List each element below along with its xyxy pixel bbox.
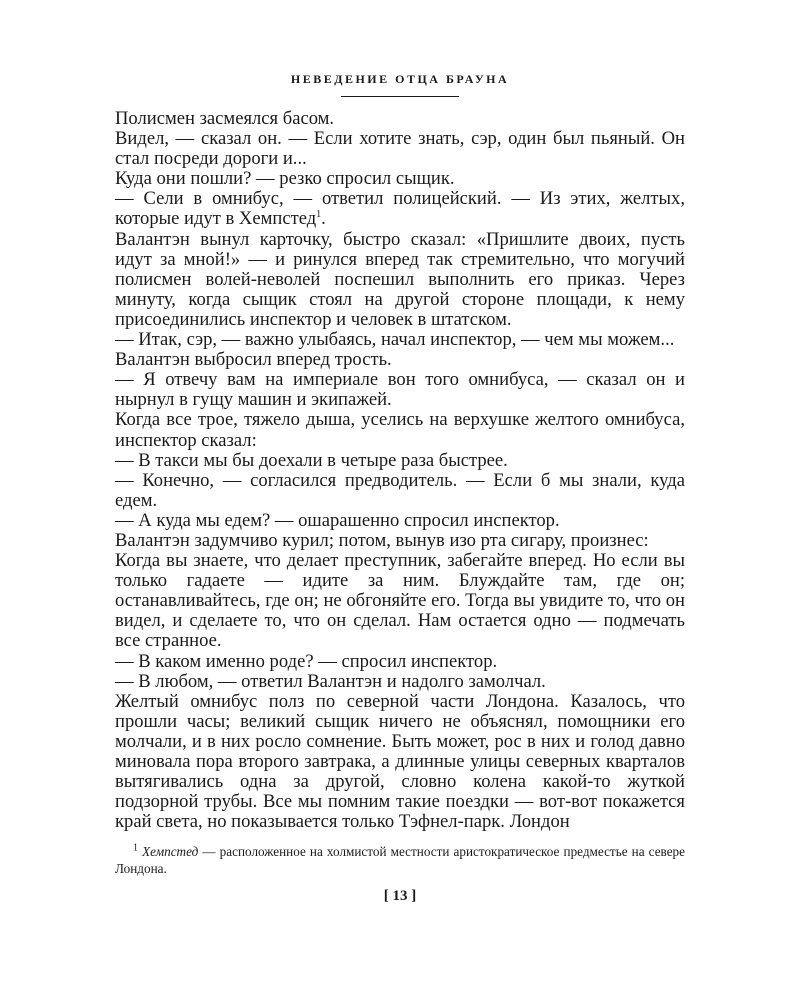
paragraph: — Итак, сэр, — важно улыбаясь, начал инспектор, — чем мы можем... bbox=[115, 329, 675, 351]
paragraph: — А куда мы едем? — ошарашенно спросил инспектор. bbox=[115, 509, 560, 531]
body-text bbox=[115, 109, 685, 832]
footnote-definition: — расположенное на холмистой местности аристократическое предместье на севере Лондона. bbox=[115, 844, 685, 876]
paragraph: — Сели в омнибус, — ответил полицейский. — Из этих, желтых, которые идут в Хемпстед$^1$. bbox=[115, 188, 685, 230]
paragraph: Полисмен засмеялся басом. bbox=[115, 108, 335, 129]
footnote bbox=[115, 843, 685, 877]
footnote-number: 1 bbox=[133, 842, 138, 854]
header-rule bbox=[341, 96, 459, 97]
paragraph: — В любом, — ответил Валантэн и надолго замолчал. bbox=[115, 670, 546, 692]
footnote-text bbox=[115, 843, 685, 877]
paragraph: — В каком именно роде? — спросил инспектор. bbox=[115, 650, 498, 672]
paragraph: — Конечно, — согласился предводитель. — Если б мы знали, куда едем. bbox=[115, 469, 685, 511]
running-title: НЕВЕДЕНИЕ ОТЦА БРАУНА bbox=[290, 72, 510, 86]
paragraph-text: — Сели в омнибус, — ответил полицейский. — Из этих, желтых, которые идут в Хемпстед bbox=[115, 188, 685, 230]
paragraph: Когда вы знаете, что делает преступник, забегайте вперед. Но если вы только гадаете — идите за ним. Блуждайте там, где он; останавливайтесь, где он; не обгоняйте его. Тогда вы увидите то, что он видел, и сделаете то, что он сделал. Нам остается одно — подмечать все странное. bbox=[115, 550, 685, 652]
page-number: [ 13 ] bbox=[383, 888, 417, 904]
paragraph: Видел, — сказал он. — Если хотите знать, сэр, один был пьяный. Он стал посреди дороги и... bbox=[115, 128, 685, 170]
paragraph: Желтый омнибус полз по северной части Лондона. Казалось, что прошли часы; великий сыщик ничего не объяснял, помощники его молчали, и в них росло сомнение. Быть может, рос в них и голод давно миновала пора второго завтрака, а длинные улицы северных кварталов вытягивались одна за другой, словно колена какой-то жуткой подзорной трубы. Все мы помним такие поездки — вот-вот покажется край света, но показывается только Тэфнел-парк. Лондон bbox=[115, 690, 685, 833]
paragraph: — Я отвечу вам на империале вон того омнибуса, — сказал он и нырнул в гущу машин и экипажей. bbox=[115, 369, 685, 411]
paragraph: Валантэн задумчиво курил; потом, вынув изо рта сигару, произнес: bbox=[115, 529, 649, 551]
footnote-reference: 1 bbox=[316, 209, 322, 221]
paragraph: Когда все трое, тяжело дыша, уселись на верхушке желтого омнибуса, инспектор сказал: bbox=[115, 409, 685, 451]
footnote-term: Хемпстед bbox=[142, 844, 199, 859]
paragraph: Валантэн вынул карточку, быстро сказал: «Пришлите двоих, пусть идут за мной!» — и ринулся вперед так стремительно, что могучий полисмен волей-неволей поспешил выполнить его приказ. Через минуту, когда сыщик стоял на другой стороне площади, к нему присоединились инспектор и человек в штатском. bbox=[115, 228, 685, 330]
paragraph: — В такси мы бы доехали в четыре раза быстрее. bbox=[115, 449, 508, 471]
paragraph: Куда они пошли? — резко спросил сыщик. bbox=[115, 168, 455, 190]
paragraph: Валантэн выбросил вперед трость. bbox=[115, 349, 392, 371]
